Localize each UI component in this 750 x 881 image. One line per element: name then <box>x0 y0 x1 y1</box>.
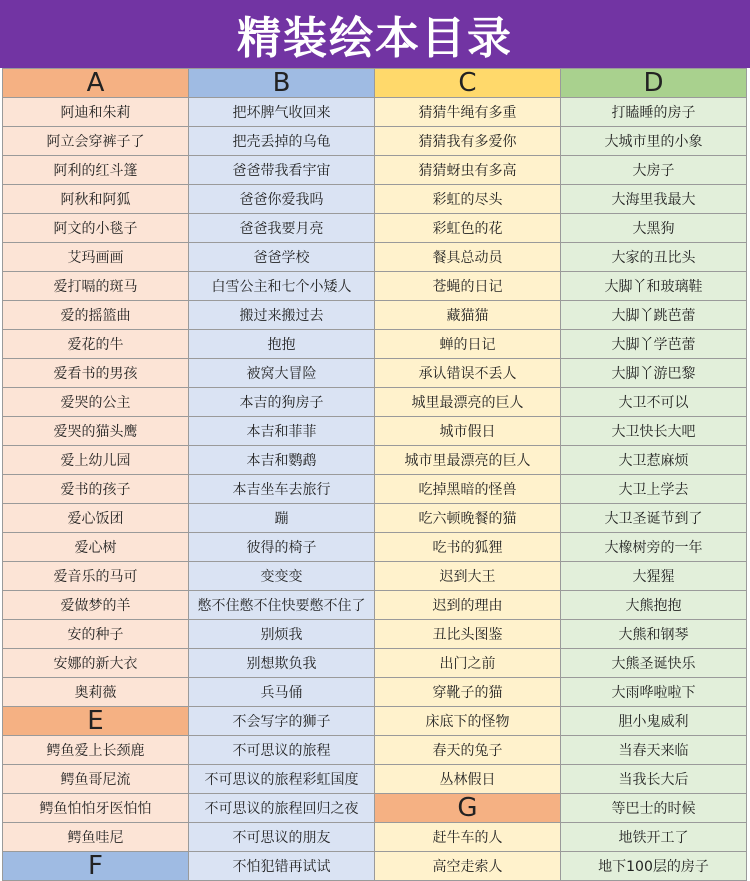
book-title-cell: 不会写字的狮子 <box>189 707 375 736</box>
section-header-g: G <box>375 794 561 823</box>
book-title-cell: 当春天来临 <box>561 736 747 765</box>
book-title-cell: 吃掉黑暗的怪兽 <box>375 475 561 504</box>
book-title-cell: 奥莉薇 <box>3 678 189 707</box>
title-banner <box>0 0 750 68</box>
book-title-cell: 爸爸带我看宇宙 <box>189 156 375 185</box>
book-title-cell: 阿迪和朱莉 <box>3 98 189 127</box>
book-title-cell: 猜猜我有多爱你 <box>375 127 561 156</box>
book-title-cell: 迟到的理由 <box>375 591 561 620</box>
book-title-cell: 等巴士的时候 <box>561 794 747 823</box>
book-title-cell: 爱音乐的马可 <box>3 562 189 591</box>
book-title-cell: 变变变 <box>189 562 375 591</box>
section-header-e: E <box>3 707 189 736</box>
book-title-cell: 大雨哗啦啦下 <box>561 678 747 707</box>
book-title-cell: 彩虹的尽头 <box>375 185 561 214</box>
book-title-cell: 大房子 <box>561 156 747 185</box>
book-title-cell: 苍蝇的日记 <box>375 272 561 301</box>
book-title-cell: 爸爸你爱我吗 <box>189 185 375 214</box>
book-title-cell: 猜猜牛绳有多重 <box>375 98 561 127</box>
book-title-cell: 爱哭的公主 <box>3 388 189 417</box>
book-title-cell: 抱抱 <box>189 330 375 359</box>
book-title-cell: 承认错误不丢人 <box>375 359 561 388</box>
section-header-c: C <box>375 69 561 98</box>
book-title-cell: 大橡树旁的一年 <box>561 533 747 562</box>
book-title-cell: 爱心饭团 <box>3 504 189 533</box>
book-title-cell: 把壳丢掉的乌龟 <box>189 127 375 156</box>
book-title-cell: 床底下的怪物 <box>375 707 561 736</box>
book-title-cell: 爱花的牛 <box>3 330 189 359</box>
book-title-cell: 搬过来搬过去 <box>189 301 375 330</box>
book-title-cell: 鳄鱼哥尼流 <box>3 765 189 794</box>
book-title-cell: 蝉的日记 <box>375 330 561 359</box>
book-title-cell: 胆小鬼威利 <box>561 707 747 736</box>
book-title-cell: 把坏脾气收回来 <box>189 98 375 127</box>
book-title-cell: 阿文的小毯子 <box>3 214 189 243</box>
book-title-cell: 阿秋和阿狐 <box>3 185 189 214</box>
book-title-cell: 猜猜蚜虫有多高 <box>375 156 561 185</box>
book-title-cell: 本吉的狗房子 <box>189 388 375 417</box>
book-title-cell: 爱的摇篮曲 <box>3 301 189 330</box>
book-title-cell: 大熊抱抱 <box>561 591 747 620</box>
book-title-cell: 鳄鱼哇尼 <box>3 823 189 852</box>
book-title-cell: 别想欺负我 <box>189 649 375 678</box>
book-title-cell: 赶牛车的人 <box>375 823 561 852</box>
book-title-cell: 大城市里的小象 <box>561 127 747 156</box>
book-title-cell: 出门之前 <box>375 649 561 678</box>
book-title-cell: 大熊圣诞快乐 <box>561 649 747 678</box>
book-title-cell: 藏猫猫 <box>375 301 561 330</box>
book-title-cell: 别烦我 <box>189 620 375 649</box>
book-title-cell: 鳄鱼爱上长颈鹿 <box>3 736 189 765</box>
book-title-cell: 大熊和钢琴 <box>561 620 747 649</box>
book-title-cell: 大黑狗 <box>561 214 747 243</box>
book-title-cell: 打瞌睡的房子 <box>561 98 747 127</box>
book-title-cell: 彩虹色的花 <box>375 214 561 243</box>
book-title-cell: 当我长大后 <box>561 765 747 794</box>
book-title-cell: 地铁开工了 <box>561 823 747 852</box>
book-title-cell: 丛林假日 <box>375 765 561 794</box>
book-title-cell: 彼得的椅子 <box>189 533 375 562</box>
page-title: 精装绘本目录 <box>237 13 513 64</box>
book-title-cell: 爱心树 <box>3 533 189 562</box>
book-title-cell: 爱哭的猫头鹰 <box>3 417 189 446</box>
book-title-cell: 城市假日 <box>375 417 561 446</box>
book-title-cell: 鳄鱼怕怕牙医怕怕 <box>3 794 189 823</box>
book-title-cell: 大卫快长大吧 <box>561 417 747 446</box>
section-header-f: F <box>3 852 189 881</box>
book-title-cell: 安的种子 <box>3 620 189 649</box>
book-title-cell: 不可思议的旅程彩虹国度 <box>189 765 375 794</box>
book-title-cell: 阿利的红斗篷 <box>3 156 189 185</box>
book-title-cell: 不可思议的旅程 <box>189 736 375 765</box>
book-title-cell: 不怕犯错再试试 <box>189 852 375 881</box>
book-title-cell: 大脚丫学芭蕾 <box>561 330 747 359</box>
book-title-cell: 蹦 <box>189 504 375 533</box>
catalog-table <box>2 68 747 881</box>
book-title-cell: 爱上幼儿园 <box>3 446 189 475</box>
book-title-cell: 餐具总动员 <box>375 243 561 272</box>
book-title-cell: 本吉和鹦鹉 <box>189 446 375 475</box>
book-title-cell: 大卫不可以 <box>561 388 747 417</box>
book-title-cell: 城里最漂亮的巨人 <box>375 388 561 417</box>
book-title-cell: 爱看书的男孩 <box>3 359 189 388</box>
book-title-cell: 穿靴子的猫 <box>375 678 561 707</box>
book-title-cell: 大猩猩 <box>561 562 747 591</box>
book-title-cell: 大卫圣诞节到了 <box>561 504 747 533</box>
book-title-cell: 爱书的孩子 <box>3 475 189 504</box>
book-title-cell: 白雪公主和七个小矮人 <box>189 272 375 301</box>
book-title-cell: 吃书的狐狸 <box>375 533 561 562</box>
book-title-cell: 兵马俑 <box>189 678 375 707</box>
section-header-d: D <box>561 69 747 98</box>
book-title-cell: 本吉和菲菲 <box>189 417 375 446</box>
book-title-cell: 大海里我最大 <box>561 185 747 214</box>
book-title-cell: 安娜的新大衣 <box>3 649 189 678</box>
book-title-cell: 迟到大王 <box>375 562 561 591</box>
book-title-cell: 艾玛画画 <box>3 243 189 272</box>
book-title-cell: 阿立会穿裤子了 <box>3 127 189 156</box>
section-header-b: B <box>189 69 375 98</box>
book-title-cell: 高空走索人 <box>375 852 561 881</box>
book-title-cell: 春天的兔子 <box>375 736 561 765</box>
book-title-cell: 不可思议的旅程回归之夜 <box>189 794 375 823</box>
book-title-cell: 爱打嗝的斑马 <box>3 272 189 301</box>
book-title-cell: 憋不住憋不住快要憋不住了 <box>189 591 375 620</box>
book-title-cell: 爸爸学校 <box>189 243 375 272</box>
book-title-cell: 爱做梦的羊 <box>3 591 189 620</box>
book-title-cell: 大脚丫和玻璃鞋 <box>561 272 747 301</box>
book-title-cell: 大脚丫跳芭蕾 <box>561 301 747 330</box>
book-title-cell: 爸爸我要月亮 <box>189 214 375 243</box>
book-title-cell: 不可思议的朋友 <box>189 823 375 852</box>
book-title-cell: 城市里最漂亮的巨人 <box>375 446 561 475</box>
book-title-cell: 地下100层的房子 <box>561 852 747 881</box>
book-title-cell: 被窝大冒险 <box>189 359 375 388</box>
book-title-cell: 吃六顿晚餐的猫 <box>375 504 561 533</box>
book-title-cell: 丑比头图鉴 <box>375 620 561 649</box>
book-title-cell: 本吉坐车去旅行 <box>189 475 375 504</box>
book-title-cell: 大脚丫游巴黎 <box>561 359 747 388</box>
section-header-a: A <box>3 69 189 98</box>
book-title-cell: 大卫上学去 <box>561 475 747 504</box>
book-title-cell: 大家的丑比头 <box>561 243 747 272</box>
book-title-cell: 大卫惹麻烦 <box>561 446 747 475</box>
